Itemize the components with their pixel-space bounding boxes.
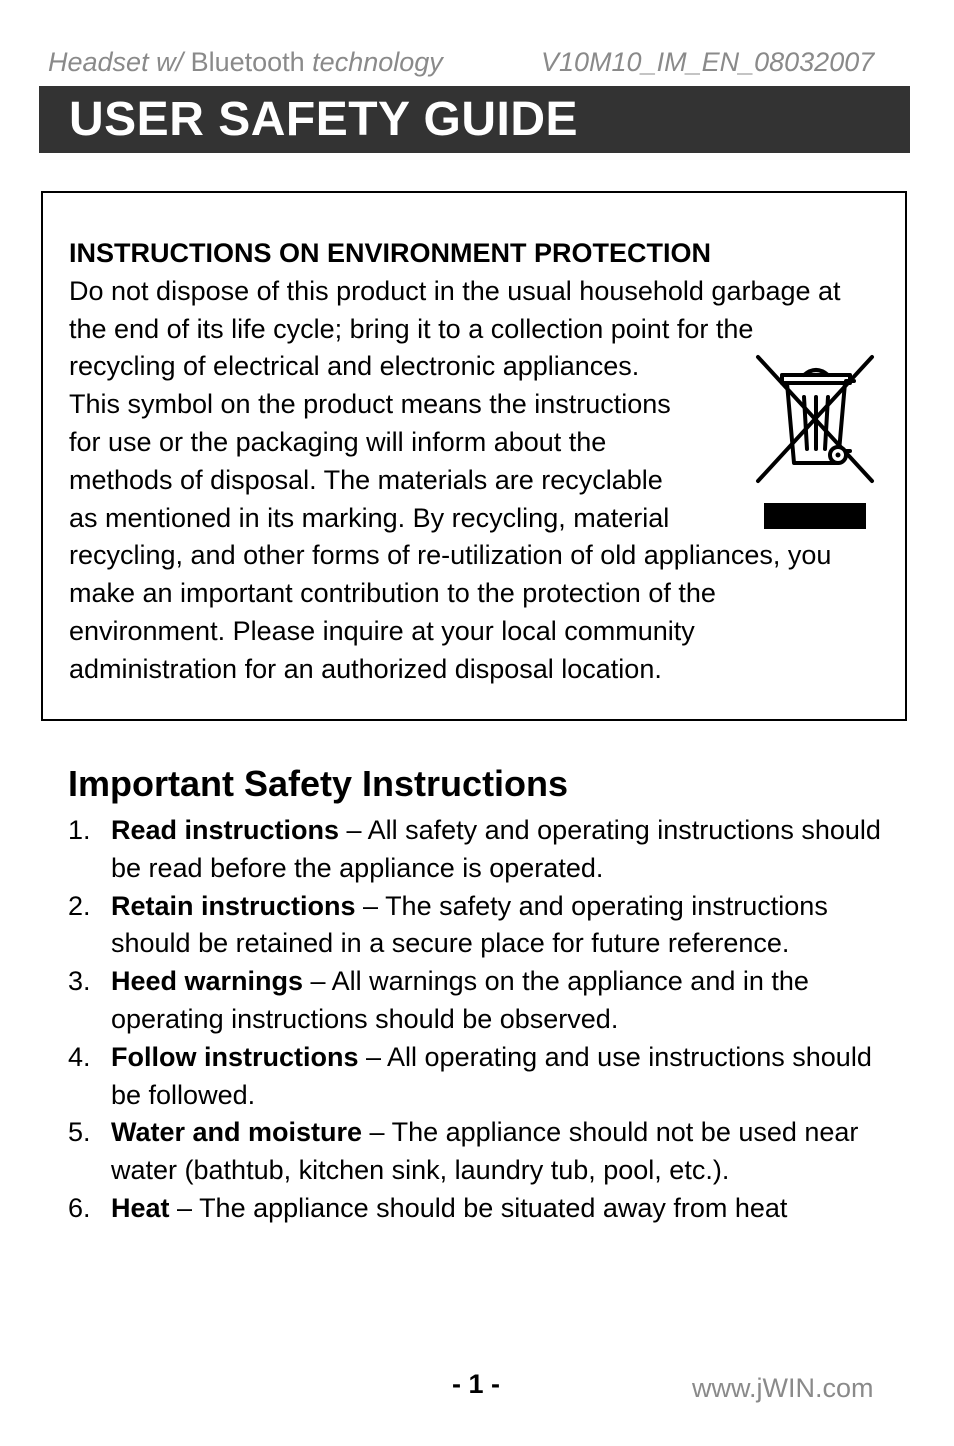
safety-list bbox=[68, 812, 898, 1228]
environment-box bbox=[41, 191, 907, 721]
header-prefix: Headset w/ bbox=[48, 47, 184, 77]
header-product-name bbox=[48, 46, 443, 78]
item-term: Follow instructions bbox=[111, 1041, 359, 1072]
environment-line: This symbol on the product means the instructions bbox=[69, 389, 671, 420]
item-number: 3. bbox=[68, 966, 91, 997]
environment-line: for use or the packaging will inform about the bbox=[69, 426, 607, 457]
item-term: Water and moisture bbox=[111, 1117, 363, 1148]
environment-line: recycling of electrical and electronic appliances. bbox=[69, 351, 640, 382]
item-text: – All warnings on the appliance and in the operating instructions should be observed. bbox=[111, 966, 809, 1034]
website-link: www.jWIN.com bbox=[692, 1373, 874, 1403]
list-item bbox=[68, 1039, 898, 1115]
item-number: 1. bbox=[68, 815, 91, 845]
list-item bbox=[68, 812, 898, 888]
header-bluetooth: Bluetooth bbox=[183, 47, 313, 77]
environment-line: Do not dispose of this product in the usual household garbage at bbox=[69, 275, 841, 306]
item-number: 5. bbox=[68, 1117, 91, 1148]
title-bar bbox=[39, 86, 910, 153]
environment-line: as mentioned in its marking. By recycling, material bbox=[69, 502, 670, 533]
item-text: – The appliance should be situated away from heat bbox=[169, 1192, 788, 1223]
list-item bbox=[68, 888, 898, 964]
list-item bbox=[68, 1190, 898, 1228]
item-term: Heat bbox=[111, 1192, 170, 1223]
environment-line: methods of disposal. The materials are recyclable bbox=[69, 464, 663, 495]
list-item bbox=[68, 963, 898, 1039]
environment-line: make an important contribution to the protection of the bbox=[69, 578, 716, 609]
header-suffix: technology bbox=[312, 47, 443, 77]
item-text: – All safety and operating instructions should be read before the appliance is operated. bbox=[111, 815, 881, 883]
item-number: 6. bbox=[68, 1192, 91, 1223]
item-number: 2. bbox=[68, 890, 91, 921]
environment-line: recycling, and other forms of re-utilization of old appliances, you bbox=[69, 540, 832, 571]
item-text: – All operating and use instructions should be followed. bbox=[111, 1041, 872, 1110]
item-text: – The safety and operating instructions should be retained in a secure place for future reference. bbox=[111, 890, 828, 959]
page-number: - 1 - bbox=[452, 1369, 501, 1399]
item-term: Read instructions bbox=[111, 815, 340, 845]
environment-heading: INSTRUCTIONS ON ENVIRONMENT PROTECTION bbox=[69, 238, 712, 268]
crossed-out-wheelie-bin-icon bbox=[754, 353, 878, 531]
page-title: USER SAFETY GUIDE bbox=[69, 93, 579, 146]
list-item bbox=[68, 1114, 898, 1190]
header-doc-code: V10M10_IM_EN_08032007 bbox=[541, 47, 875, 77]
item-term: Retain instructions bbox=[111, 890, 356, 921]
environment-line: the end of its life cycle; bring it to a collection point for the bbox=[69, 313, 754, 344]
environment-line: environment. Please inquire at your local community bbox=[69, 615, 695, 646]
environment-line: administration for an authorized disposal location. bbox=[69, 653, 662, 684]
item-text: – The appliance should not be used near water (bathtub, kitchen sink, laundry tub, pool, etc.). bbox=[111, 1117, 859, 1186]
safety-section bbox=[68, 762, 898, 1228]
item-number: 4. bbox=[68, 1041, 91, 1072]
item-term: Heed warnings bbox=[111, 966, 304, 997]
section-heading: Important Safety Instructions bbox=[68, 763, 569, 804]
